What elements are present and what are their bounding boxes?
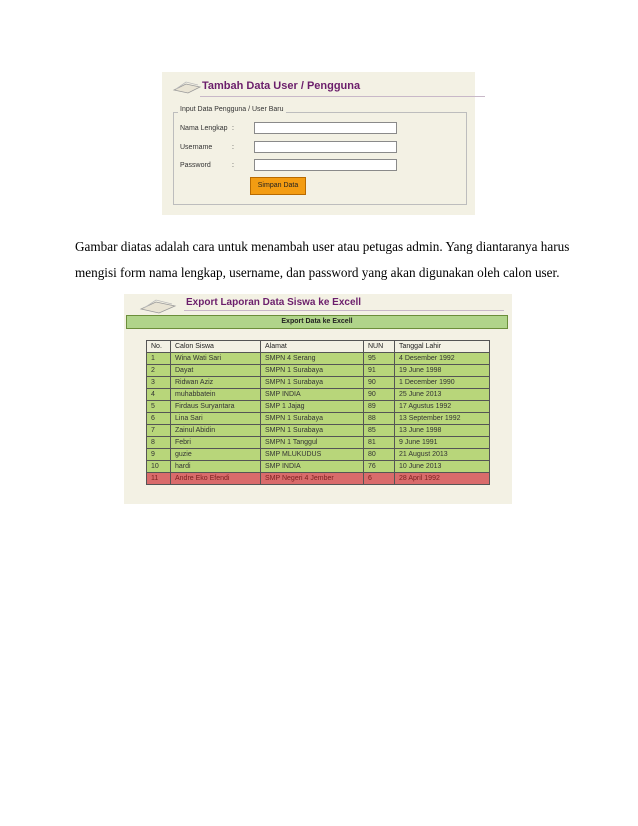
cell-tanggal-lahir: 10 June 2013 (395, 461, 490, 473)
cell-calon-siswa: Wina Wati Sari (171, 353, 261, 365)
cell-calon-siswa: muhabbatein (171, 389, 261, 401)
cell-no: 4 (147, 389, 171, 401)
fieldset-legend: Input Data Pengguna / User Baru (180, 106, 284, 113)
cell-tanggal-lahir: 13 September 1992 (395, 413, 490, 425)
cell-nun: 89 (364, 401, 395, 413)
table-row (147, 389, 490, 401)
table-row (147, 461, 490, 473)
cell-nun: 76 (364, 461, 395, 473)
paragraph-line-1: Gambar diatas adalah cara untuk menambah user atau petugas admin. Yang diantaranya harus (75, 239, 570, 254)
cell-no: 7 (147, 425, 171, 437)
table-row (147, 377, 490, 389)
cell-calon-siswa: guzie (171, 449, 261, 461)
column-header-alamat: Alamat (261, 341, 364, 353)
username-label: Username (180, 144, 213, 151)
cell-calon-siswa: Febri (171, 437, 261, 449)
column-header-tanggal-lahir: Tanggal Lahir (395, 341, 490, 353)
username-colon: : (232, 144, 234, 151)
username-input[interactable] (254, 141, 397, 153)
cell-nun: 80 (364, 449, 395, 461)
form-title: Tambah Data User / Pengguna (202, 80, 361, 92)
cell-no: 3 (147, 377, 171, 389)
cell-tanggal-lahir: 1 December 1990 (395, 377, 490, 389)
table-header-row (147, 341, 490, 353)
book-icon (138, 296, 178, 314)
password-input[interactable] (254, 159, 397, 171)
cell-calon-siswa: Lina Sari (171, 413, 261, 425)
paragraph-line-2: mengisi form nama lengkap, username, dan password yang akan digunakan oleh calon user. (75, 265, 560, 280)
table-row (147, 401, 490, 413)
simpan-data-button[interactable]: Simpan Data (250, 177, 306, 195)
cell-tanggal-lahir: 19 June 1998 (395, 365, 490, 377)
cell-nun: 95 (364, 353, 395, 365)
cell-calon-siswa: Dayat (171, 365, 261, 377)
table-row (147, 365, 490, 377)
header-divider (184, 310, 504, 311)
cell-tanggal-lahir: 13 June 1998 (395, 425, 490, 437)
cell-alamat: SMP 1 Jajag (261, 401, 364, 413)
cell-tanggal-lahir: 4 Desember 1992 (395, 353, 490, 365)
table-row (147, 413, 490, 425)
cell-no: 11 (147, 473, 171, 485)
book-icon (172, 78, 202, 94)
form-header (172, 76, 467, 98)
add-user-form-screenshot (162, 72, 475, 215)
cell-tanggal-lahir: 25 June 2013 (395, 389, 490, 401)
table-row (147, 353, 490, 365)
cell-calon-siswa: Firdaus Suryantara (171, 401, 261, 413)
cell-calon-siswa: hardi (171, 461, 261, 473)
cell-alamat: SMPN 1 Surabaya (261, 425, 364, 437)
cell-alamat: SMP INDIA (261, 389, 364, 401)
cell-alamat: SMP INDIA (261, 461, 364, 473)
cell-nun: 88 (364, 413, 395, 425)
cell-calon-siswa: Andre Eko Efendi (171, 473, 261, 485)
table-row-highlighted (147, 473, 490, 485)
column-header-nun: NUN (364, 341, 395, 353)
cell-no: 10 (147, 461, 171, 473)
description-paragraph (75, 234, 570, 286)
cell-tanggal-lahir: 28 April 1992 (395, 473, 490, 485)
cell-alamat: SMPN 1 Surabaya (261, 413, 364, 425)
table-row (147, 425, 490, 437)
cell-nun: 90 (364, 377, 395, 389)
cell-no: 1 (147, 353, 171, 365)
export-report-screenshot (124, 294, 512, 504)
cell-tanggal-lahir: 17 Agustus 1992 (395, 401, 490, 413)
cell-no: 2 (147, 365, 171, 377)
cell-nun: 81 (364, 437, 395, 449)
cell-no: 8 (147, 437, 171, 449)
table-row (147, 437, 490, 449)
cell-no: 6 (147, 413, 171, 425)
column-header-no: No. (147, 341, 171, 353)
column-header-calon-siswa: Calon Siswa (171, 341, 261, 353)
nama-lengkap-colon: : (232, 125, 234, 132)
cell-alamat: SMP Negeri 4 Jember (261, 473, 364, 485)
cell-alamat: SMPN 4 Serang (261, 353, 364, 365)
cell-nun: 6 (364, 473, 395, 485)
cell-no: 9 (147, 449, 171, 461)
cell-alamat: SMPN 1 Tanggul (261, 437, 364, 449)
password-label: Password (180, 162, 211, 169)
export-to-excel-button[interactable]: Export Data ke Excell (126, 315, 508, 329)
student-table (146, 340, 490, 485)
cell-nun: 85 (364, 425, 395, 437)
cell-nun: 90 (364, 389, 395, 401)
header-divider (200, 96, 485, 97)
cell-calon-siswa: Zainul Abidin (171, 425, 261, 437)
cell-calon-siswa: Ridwan Aziz (171, 377, 261, 389)
nama-lengkap-label: Nama Lengkap (180, 125, 228, 132)
cell-alamat: SMPN 1 Surabaya (261, 365, 364, 377)
export-title: Export Laporan Data Siswa ke Excell (186, 297, 362, 308)
table-row (147, 449, 490, 461)
nama-lengkap-input[interactable] (254, 122, 397, 134)
cell-nun: 91 (364, 365, 395, 377)
cell-tanggal-lahir: 21 August 2013 (395, 449, 490, 461)
cell-alamat: SMPN 1 Surabaya (261, 377, 364, 389)
cell-no: 5 (147, 401, 171, 413)
password-colon: : (232, 162, 234, 169)
cell-tanggal-lahir: 9 June 1991 (395, 437, 490, 449)
cell-alamat: SMP MLUKUDUS (261, 449, 364, 461)
